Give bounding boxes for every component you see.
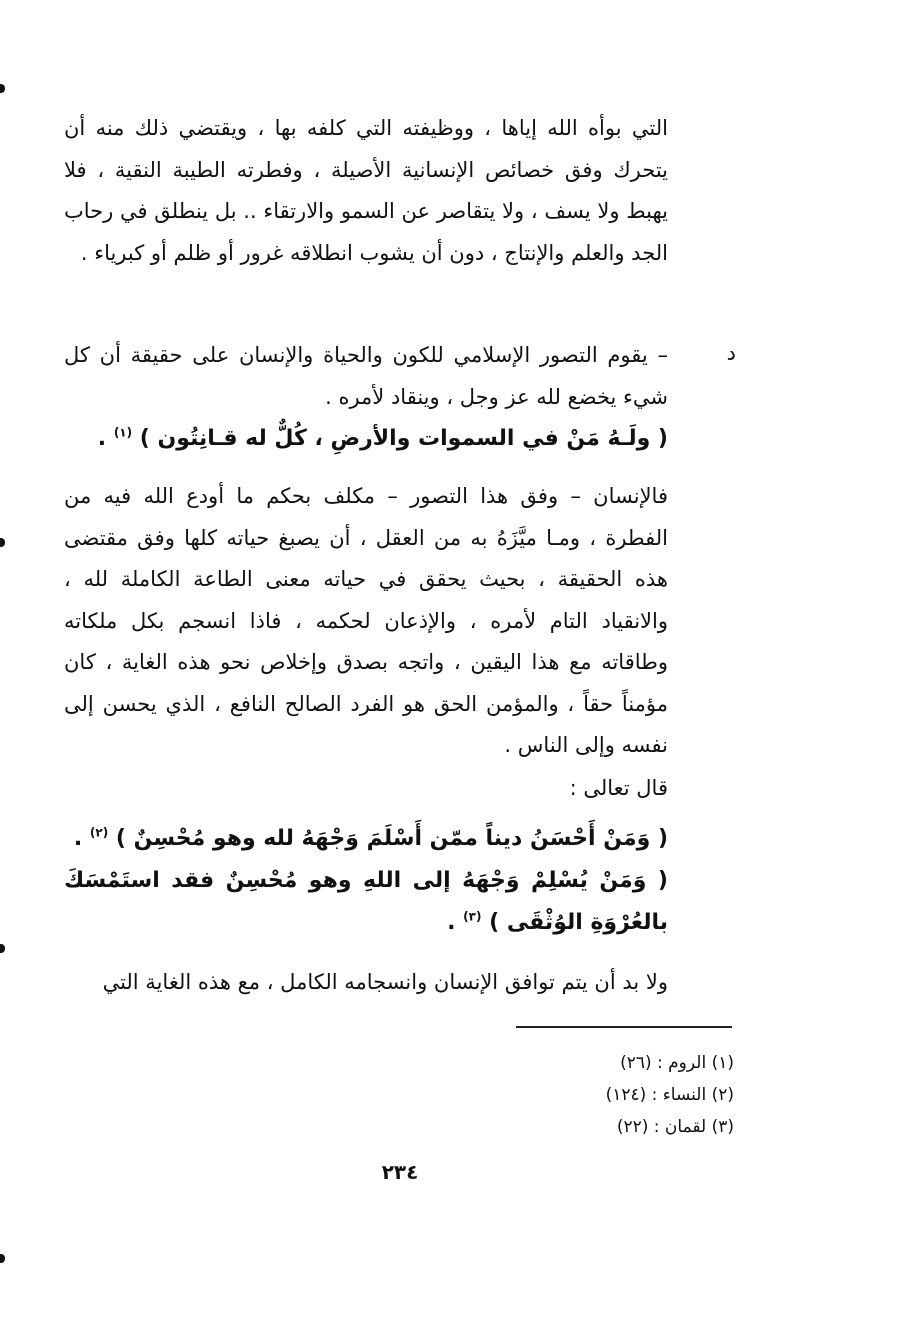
paragraph-3: ولا بد أن يتم توافق الإنسان وانسجامه الكامل ، مع هذه الغاية التي — [102, 970, 668, 994]
paragraph-1: التي بوأه الله إياها ، ووظيفته التي كلفه بها ، ويقتضي ذلك منه أن يتحرك وفق خصائص الإنسانية الأصيلة ، وفطرته الطيبة النقية ، فلا يهبط ولا يسف ، ولا يتقاصر عن السمو والارتقاء .. بل ينطلق في رحاب الجد والعلم والإنتاج ، دون أن يشوب انطلاقه غرور أو ظلم أو كبرياء . — [64, 116, 668, 265]
quran-quote-2: ( وَمَنْ أَحْسَنُ ديناً ممّن أَسْلَمَ وَجْهَهُ لله وهو مُحْسِنٌ ) $^{(٢)}$ . — [73, 825, 668, 851]
footnote-1: (١) الروم : (٢٦) — [620, 1053, 734, 1073]
footnote-3: (٣) لقمان : (٢٢) — [616, 1117, 734, 1137]
item-d-marker: د — [726, 341, 736, 365]
scan-edge-mark — [0, 944, 5, 953]
quran-quote-3: ( وَمَنْ يُسْلِمْ وَجْهَهُ إلى اللهِ وهو مُحْسِنٌ فقد استَمْسَكَ بالعُرْوَةِ الوُثْقَى ) $^{(٣)}$ . — [64, 868, 668, 935]
footnote-2: (٢) النساء : (١٢٤) — [605, 1085, 734, 1105]
quote-2-text: ( وَمَنْ أَحْسَنُ ديناً ممّن أَسْلَمَ وَجْهَهُ لله وهو مُحْسِنٌ ) — [115, 826, 668, 851]
scan-edge-mark — [0, 1254, 5, 1263]
qala-taala: قال تعالى : — [569, 776, 668, 800]
footnote-ref-1: (١) — [113, 425, 133, 440]
footnotes — [500, 1047, 734, 1143]
paragraph-2: فالإنسان – وفق هذا التصور – مكلف بحكم ما أودع الله فيه من الفطرة ، ومـا ميَّزَهُ به من العقل ، أن يصبغ حياته كلها وفق مقتضى هذه الحقيقة ، بحيث يحقق في حياته معنى الطاعة الكاملة لله ، والانقياد التام لأمره ، والإذعان لحكمه ، فاذا انسجم بكل ملكاته وطاقاته مع هذا اليقين ، واتجه بصدق وإخلاص نحو هذه الغاية ، كان مؤمناً حقاً ، والمؤمن الحق هو الفرد الصالح النافع ، الذي يحسن إلى نفسه وإلى الناس . — [64, 484, 668, 757]
footnote-ref-2: (٢) — [89, 825, 109, 840]
footnote-ref-3: (٣) — [463, 909, 482, 924]
quote-3-text: ( وَمَنْ يُسْلِمْ وَجْهَهُ إلى اللهِ وهو مُحْسِنٌ فقد استَمْسَكَ بالعُرْوَةِ الوُثْقَى ) — [64, 868, 668, 935]
item-d-text: – يقوم التصور الإسلامي للكون والحياة والإنسان على حقيقة أن كل شيء يخضع لله عز وجل ، وينقاد لأمره . — [64, 343, 668, 409]
page-number: ٢٣٤ — [381, 1160, 419, 1184]
footnote-divider — [516, 1026, 732, 1028]
quran-quote-1: ( ولَـهُ مَنْ في السموات والأرضِ ، كُلٌّ له قـانِتُون ) $^{(١)}$ . — [97, 425, 668, 451]
quote-1-text: ( ولَـهُ مَنْ في السموات والأرضِ ، كُلٌّ له قـانِتُون ) — [139, 426, 668, 451]
scan-edge-mark — [0, 84, 5, 93]
scan-edge-mark — [0, 538, 5, 547]
